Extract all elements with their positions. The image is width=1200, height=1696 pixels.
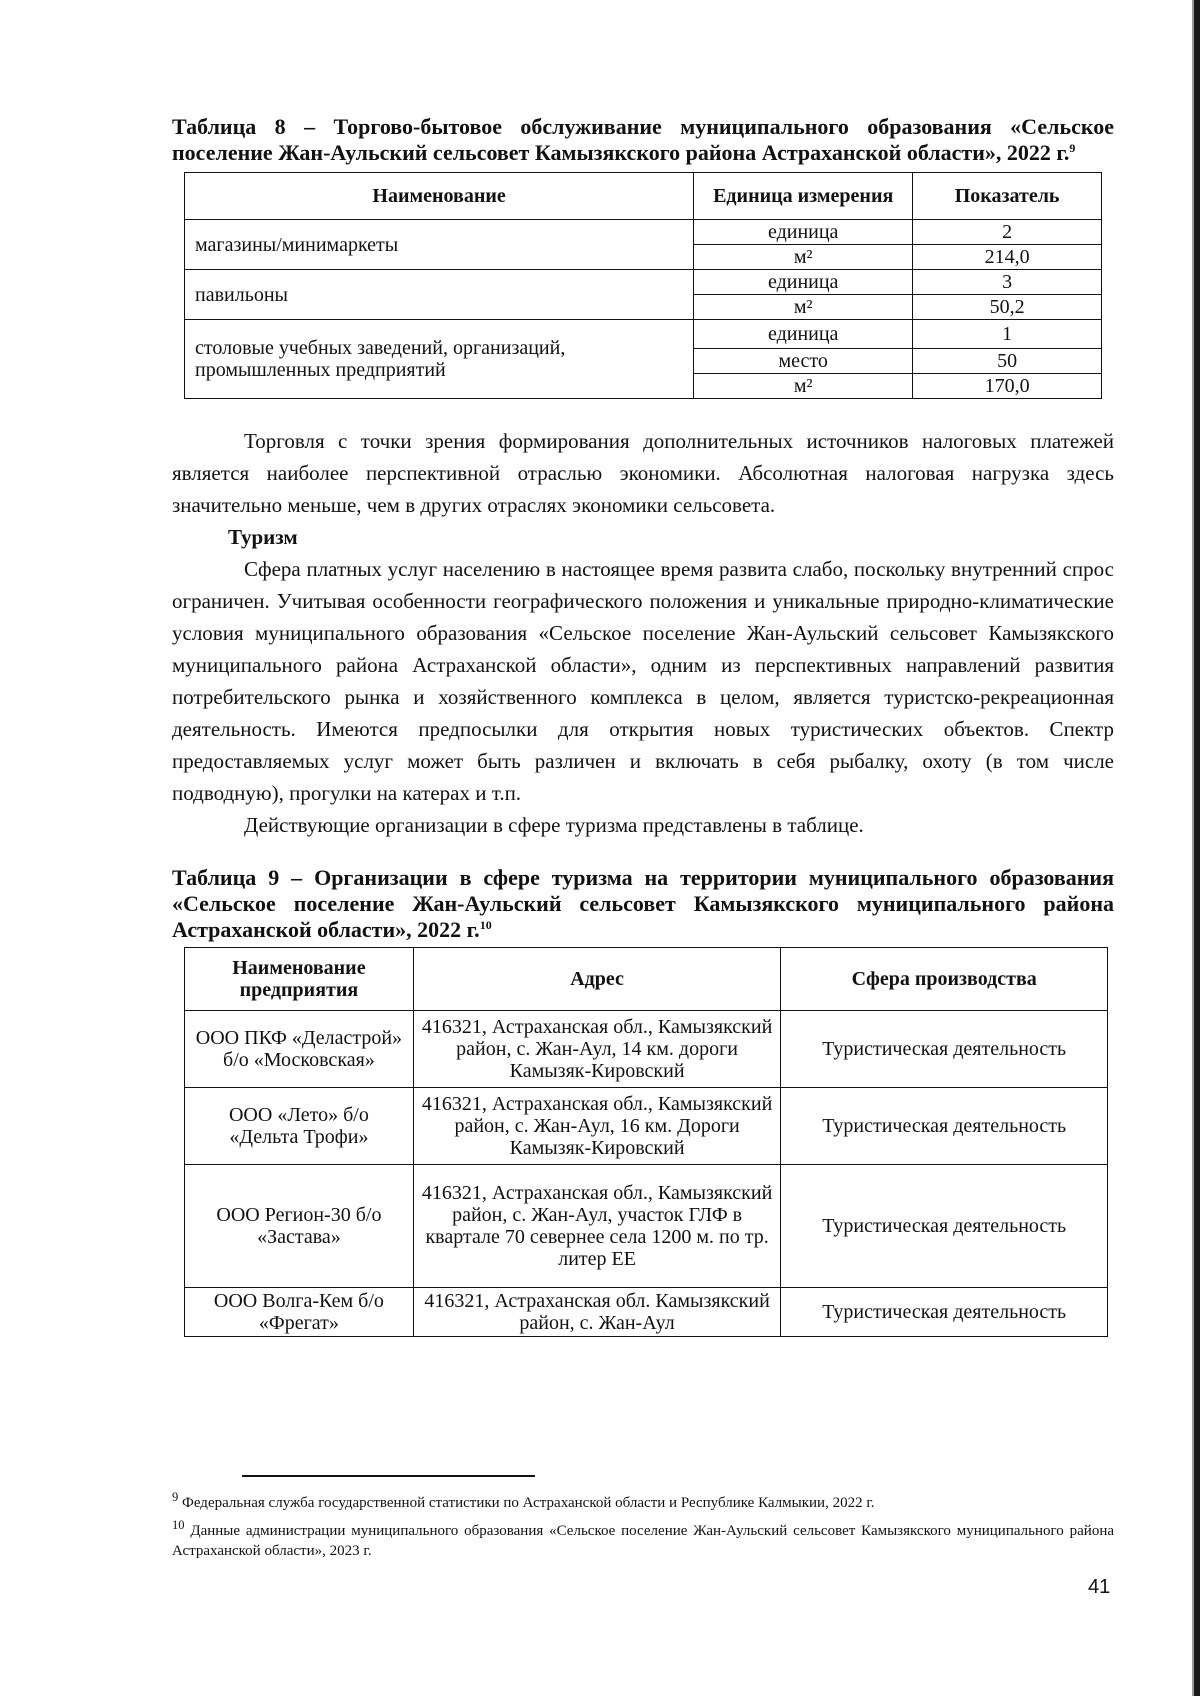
table8-caption-text: Таблица 8 – Торгово-бытовое обслуживание муниципального образования «Сельское поселение Жан-Аульский сельсовет Камызякского района Астраханской области», 2022 г. <box>172 114 1114 165</box>
footnotes <box>172 1487 1114 1563</box>
table9-org-name: ООО Регион-30 б/о «Застава» <box>185 1165 414 1288</box>
table8-row-name: столовые учебных заведений, организаций, промышленных предприятий <box>185 320 694 399</box>
table8-value: 170,0 <box>913 374 1102 399</box>
table9-sphere: Туристическая деятельность <box>781 1165 1108 1288</box>
table9-sphere: Туристическая деятельность <box>781 1088 1108 1165</box>
table8-unit: место <box>694 349 913 374</box>
table-row <box>185 1011 1108 1088</box>
table9-footnote-ref: 10 <box>479 918 492 932</box>
table9-address: 416321, Астраханская обл. Камызякский район, с. Жан-Аул <box>413 1288 781 1337</box>
table8-row-name: павильоны <box>185 270 694 320</box>
table9-header-sphere: Сфера производства <box>781 948 1108 1011</box>
table8-unit: м² <box>694 295 913 320</box>
footnote-text: Федеральная служба государственной статистики по Астраханской области и Республике Калмыкии, 2022 г. <box>182 1495 875 1511</box>
table8-unit: единица <box>694 270 913 295</box>
table9-address: 416321, Астраханская обл., Камызякский район, с. Жан-Аул, 14 км. дороги Камызяк-Кировский <box>413 1011 781 1088</box>
paragraph-trade: Торговля с точки зрения формирования дополнительных источников налоговых платежей является наиболее перспективной отраслью экономики. Абсолютная налоговая нагрузка здесь значительно меньше, чем в других отраслях экономики сельсовета. <box>172 429 1114 517</box>
table-row <box>185 270 1102 295</box>
section-heading-tourism: Туризм <box>228 525 298 549</box>
table9-header-row <box>185 948 1108 1011</box>
table9-address: 416321, Астраханская обл., Камызякский район, с. Жан-Аул, участок ГЛФ в квартале 70 севернее села 1200 м. по тр. литер ЕЕ <box>413 1165 781 1288</box>
table9-org-name: ООО ПКФ «Деластрой» б/о «Московская» <box>185 1011 414 1088</box>
footnote-number: 10 <box>172 1518 185 1532</box>
table9 <box>184 947 1108 1337</box>
paragraph-tourism: Сфера платных услуг населению в настоящее время развита слабо, поскольку внутренний спрос ограничен. Учитывая особенности географического положения и уникальные природно-климатические условия муниципального образования «Сельское поселение Жан-Аульский сельсовет Камызякского муниципального района Астраханской области», одним из перспективных направлений развития потребительского рынка и хозяйственного комплекса в целом, является туристско-рекреационная деятельность. Имеются предпосылки для открытия новых туристических объектов. Спектр предоставляемых услуг может быть различен и включать в себя рыбалку, охоту (в том числе подводную), прогулки на катерах и т.п. <box>172 557 1114 805</box>
table9-address: 416321, Астраханская обл., Камызякский район, с. Жан-Аул, 16 км. Дороги Камызяк-Кировский <box>413 1088 781 1165</box>
paragraph-organizations: Действующие организации в сфере туризма представлены в таблице. <box>244 813 864 837</box>
table8-caption <box>172 114 1114 166</box>
table-row <box>185 1288 1108 1337</box>
table-row <box>185 320 1102 349</box>
table9-org-name: ООО Волга-Кем б/о «Фрегат» <box>185 1288 414 1337</box>
table8-value: 214,0 <box>913 245 1102 270</box>
page-content <box>172 114 1114 1337</box>
footnote-text: Данные администрации муниципального образования «Сельское поселение Жан-Аульский сельсовет Камызякского муниципального района Астраханской области», 2023 г. <box>172 1523 1115 1559</box>
footnote-separator <box>242 1475 535 1477</box>
table9-sphere: Туристическая деятельность <box>781 1011 1108 1088</box>
table8-unit: единица <box>694 220 913 245</box>
footnote-number: 9 <box>172 1490 179 1504</box>
table9-sphere: Туристическая деятельность <box>781 1288 1108 1337</box>
table-row <box>185 1088 1108 1165</box>
table8-header-value: Показатель <box>913 173 1102 220</box>
table8 <box>184 172 1102 399</box>
table8-header-row <box>185 173 1102 220</box>
table9-org-name: ООО «Лето» б/о «Дельта Трофи» <box>185 1088 414 1165</box>
footnote-9 <box>172 1487 1114 1513</box>
table8-row-name: магазины/минимаркеты <box>185 220 694 270</box>
table8-footnote-ref: 9 <box>1069 141 1076 155</box>
table9-caption-text: Таблица 9 – Организации в сфере туризма на территории муниципального образования «Сельское поселение Жан-Аульский сельсовет Камызякского муниципального района Астраханской области», 2022 г. <box>172 865 1114 942</box>
table8-value: 3 <box>913 270 1102 295</box>
table8-unit: м² <box>694 245 913 270</box>
page-edge <box>1194 0 1200 1696</box>
table8-header-name: Наименование <box>185 173 694 220</box>
table8-unit: единица <box>694 320 913 349</box>
table8-value: 50 <box>913 349 1102 374</box>
page-number: 41 <box>1088 1576 1111 1598</box>
table8-header-unit: Единица измерения <box>694 173 913 220</box>
table9-header-name: Наименование предприятия <box>185 948 414 1011</box>
table9-caption <box>172 865 1114 943</box>
table8-value: 1 <box>913 320 1102 349</box>
body-text <box>172 425 1114 841</box>
table8-value: 2 <box>913 220 1102 245</box>
footnote-10 <box>172 1515 1114 1561</box>
table8-unit: м² <box>694 374 913 399</box>
table-row <box>185 220 1102 245</box>
table-row <box>185 1165 1108 1288</box>
table8-value: 50,2 <box>913 295 1102 320</box>
table9-header-address: Адрес <box>413 948 781 1011</box>
